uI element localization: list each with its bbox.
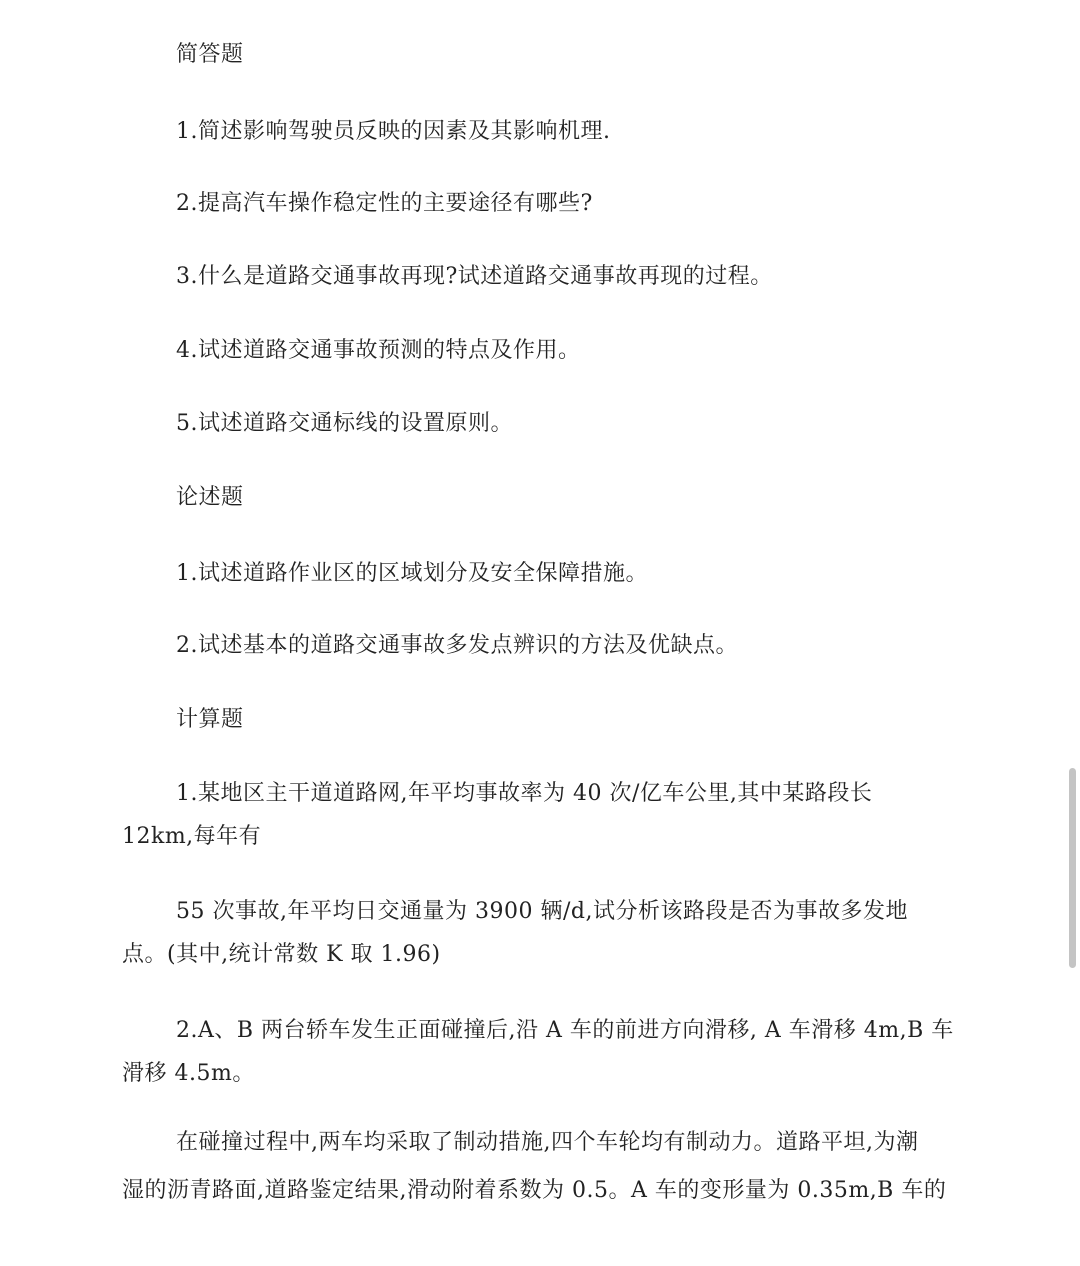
essay-item-2: 2.试述基本的道路交通事故多发点辨识的方法及优缺点。 [176, 633, 738, 658]
short-answer-item-1: 1.简述影响驾驶员反映的因素及其影响机理. [176, 119, 611, 144]
short-answer-item-2: 2.提高汽车操作稳定性的主要途径有哪些? [176, 191, 593, 216]
short-answer-item-4: 4.试述道路交通事故预测的特点及作用。 [176, 338, 581, 363]
calc-q1-line-1: 1.某地区主干道道路网,年平均事故率为 40 次/亿车公里,其中某路段长 [176, 781, 873, 806]
short-answer-item-3: 3.什么是道路交通事故再现?试述道路交通事故再现的过程。 [176, 264, 773, 289]
calculation-heading: 计算题 [176, 707, 244, 732]
essay-item-1: 1.试述道路作业区的区域划分及安全保障措施。 [176, 561, 648, 586]
calc-q1-line-4: 点。(其中,统计常数 K 取 1.96) [122, 942, 441, 967]
calc-q2-line-3: 在碰撞过程中,两车均采取了制动措施,四个车轮均有制动力。道路平坦,为潮 [176, 1130, 919, 1155]
vertical-scrollbar[interactable] [1068, 0, 1078, 1266]
scrollbar-thumb[interactable] [1069, 768, 1076, 968]
calc-q1-line-2: 12km,每年有 [122, 824, 262, 849]
calc-q2-line-2: 滑移 4.5m。 [122, 1061, 255, 1086]
calc-q2-line-1: 2.A、B 两台轿车发生正面碰撞后,沿 A 车的前进方向滑移, A 车滑移 4m,B 车 [176, 1018, 954, 1043]
short-answer-heading: 简答题 [176, 42, 244, 67]
calc-q1-line-3: 55 次事故,年平均日交通量为 3900 辆/d,试分析该路段是否为事故多发地 [176, 899, 908, 924]
short-answer-item-5: 5.试述道路交通标线的设置原则。 [176, 411, 513, 436]
essay-heading: 论述题 [176, 485, 244, 510]
calc-q2-line-4: 湿的沥青路面,道路鉴定结果,滑动附着系数为 0.5。A 车的变形量为 0.35m,B 车的 [122, 1178, 947, 1203]
